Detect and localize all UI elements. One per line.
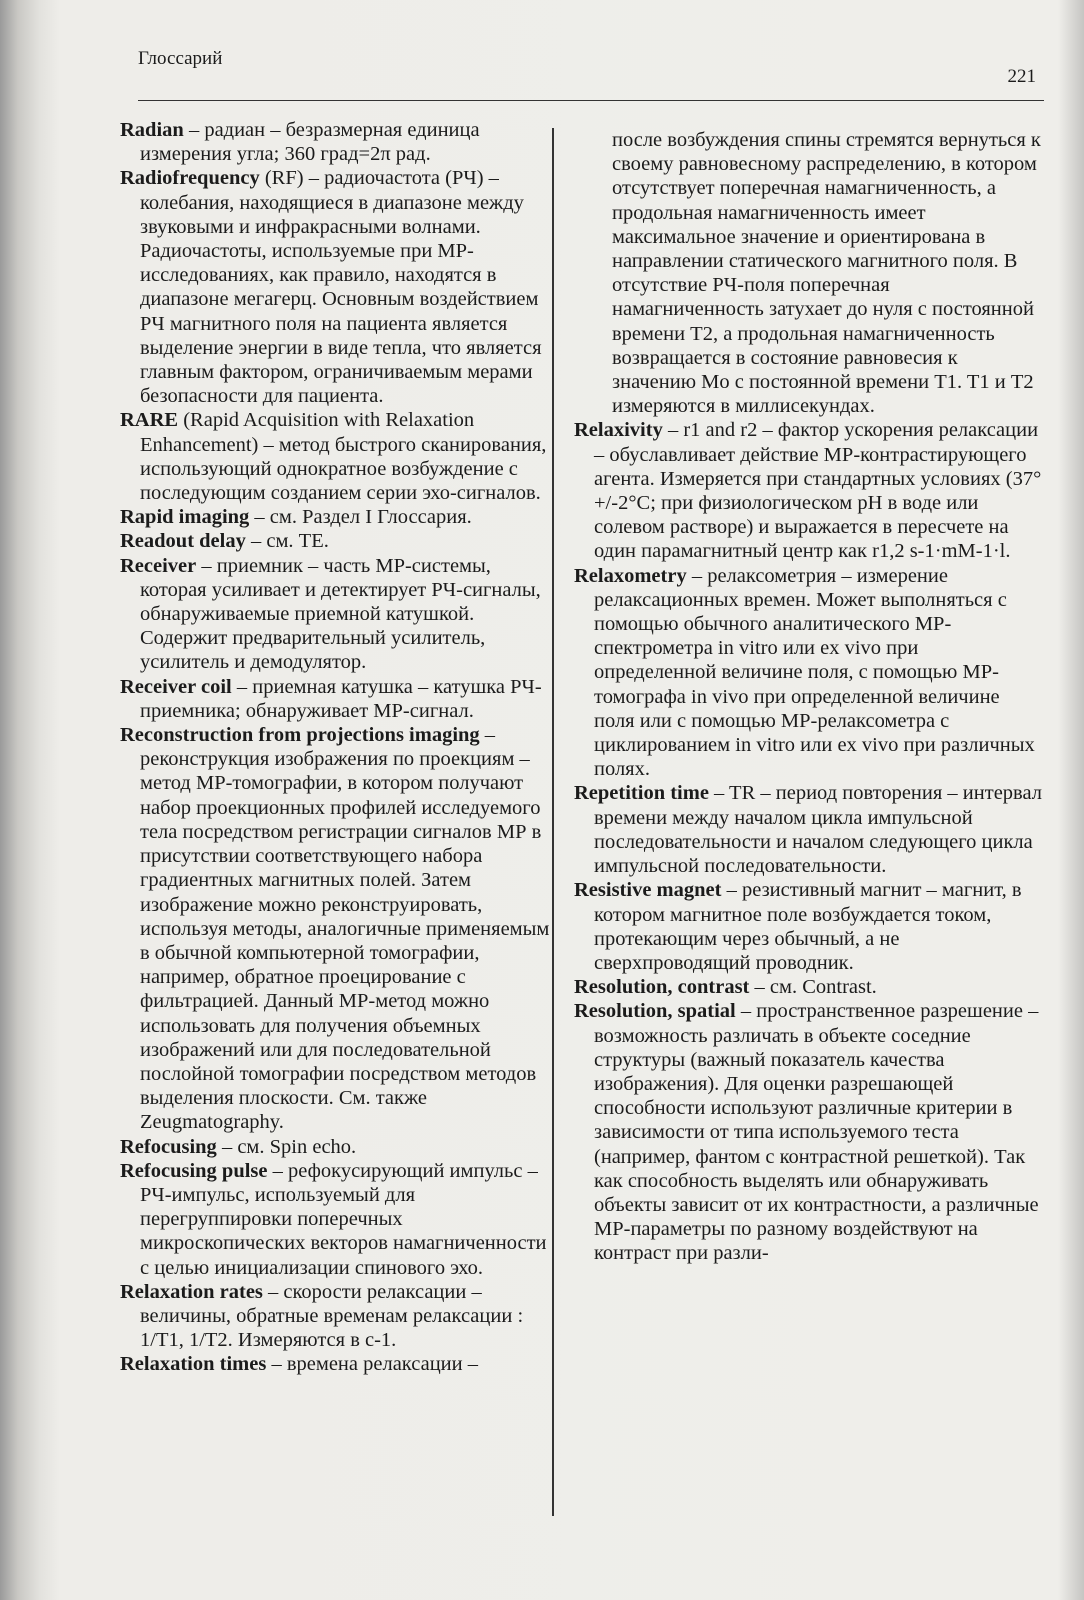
glossary-entry — [118, 408, 558, 505]
glossary-term: Reconstruction from projections imaging — [120, 724, 480, 747]
glossary-term: Relaxation times — [120, 1353, 267, 1376]
glossary-entry — [118, 1135, 558, 1159]
glossary-definition: – радиан – безразмерная единица измерения угла; 360 град=2π рад. — [140, 119, 480, 166]
glossary-entry — [118, 1352, 558, 1376]
glossary-definition: (Rapid Acquisition with Relaxation Enhancement) – метод быстрого сканирования, использующий однократное возбуждение с последующим созданием серии эхо-сигналов. — [140, 409, 547, 505]
page-number: 221 — [1007, 66, 1036, 87]
glossary-term: Resolution, spatial — [574, 1000, 736, 1023]
glossary-definition: – см. Раздел I Глоссария. — [249, 506, 472, 529]
glossary-definition: после возбуждения спины стремятся вернуться к своему равновесному распределению, в котором отсутствует поперечная намагниченность, а продольная намагниченность имеет максимальное значение и ориентирована в направлении статического магнитного поля. В отсутствие РЧ-поля поперечная намагниченность затухает до нуля с постоянной времени T2, а продольная намагниченность возвращается в состояние равновесия к значению Mo с постоянной времени T1. T1 и T2 измеряются в миллисекундах. — [612, 129, 1041, 418]
glossary-definition: – скорости релаксации – величины, обратные временам релаксации : 1/T1, 1/T2. Измеряются в c-1. — [140, 1280, 524, 1352]
glossary-term: Rapid imaging — [120, 506, 250, 529]
glossary-term: Relaxation rates — [120, 1280, 263, 1303]
glossary-term: Radian — [120, 119, 184, 141]
glossary-definition: – r1 and r2 – фактор ускорения релаксации – обуславливает действие МР-контрастирующего агента. Измеряется при стандартных условиях (37°+/-2°C; при физиологическом pH в воде или солевом растворе) и выражается в пересчете на один парамагнитный центр как r1,2 s-1·mM-1·l. — [594, 419, 1042, 563]
glossary-term: Repetition time — [574, 782, 709, 805]
glossary-entry — [118, 554, 558, 675]
glossary-entry — [118, 166, 558, 408]
glossary-entry — [118, 118, 558, 166]
glossary-term: Radiofrequency — [120, 167, 260, 190]
page-header — [138, 44, 1044, 101]
glossary-definition: – резистивный магнит – магнит, в котором магнитное поле возбуждается током, протекающим через обычный, а не сверхпроводящий проводник. — [594, 879, 1022, 974]
glossary-entry — [118, 529, 558, 553]
glossary-definition: – пространственное разрешение – возможность различать в объекте соседние структуры (важный показатель качества изображения). Для оценки разрешающей способности используют различные критерии в зависимости от типа используемого теста (например, фантом с контрастной решеткой). Так как способность выделять или обнаруживать объекты зависит от их контрастности, а различные МР-параметры по разному воздействуют на контраст при разли- — [594, 1000, 1039, 1265]
glossary-entry — [572, 878, 1042, 975]
glossary-entry — [118, 505, 558, 529]
glossary-term: Readout delay — [120, 530, 246, 553]
glossary-definition: (RF) – радиочастота (РЧ) – колебания, находящиеся в диапазоне между звуковыми и инфракрасными волнами. Радиочастоты, используемые при МР-исследованиях, как правило, находятся в диапазоне мегагерц. Основным воздействием РЧ магнитного поля на пациента является выделение энергии в виде тепла, что является главным фактором, ограничиваемым мерами безопасности для пациента. — [140, 167, 542, 408]
glossary-term: Relaxivity — [574, 419, 663, 442]
glossary-definition: – рефокусирующий импульс – РЧ-импульс, используемый для перегруппировки поперечных микроскопических векторов намагниченности с целью инициализации спинового эхо. — [140, 1159, 547, 1279]
glossary-entry — [572, 999, 1042, 1265]
glossary-definition: – времена релаксации – — [266, 1353, 478, 1376]
glossary-entry — [118, 723, 558, 1134]
glossary-definition: – см. TE. — [245, 530, 329, 553]
glossary-term: Refocusing — [120, 1135, 217, 1158]
glossary-term: Resistive magnet — [574, 879, 722, 902]
glossary-term: RARE — [120, 409, 179, 432]
glossary-entry — [572, 418, 1042, 563]
glossary-definition: – см. Spin echo. — [216, 1135, 357, 1158]
glossary-entry — [118, 675, 558, 723]
right-column — [572, 128, 1042, 1266]
glossary-entry — [572, 781, 1042, 878]
glossary-definition: – релаксометрия – измерение релаксационных времен. Может выполняться с помощью обычного аналитического МР-спектрометра in vitro или ex vivo при определенной величине поля, с помощью МР-томографа in vivo при определенной величине поля или с помощью МР-релаксометра с циклированием in vitro или ex vivo при различных полях. — [594, 564, 1035, 781]
glossary-definition: – TR – период повторения – интервал времени между началом цикла импульсной последовательности и началом следующего цикла импульсной последовательности. — [594, 782, 1042, 878]
glossary-entry — [118, 1280, 558, 1353]
running-title: Глоссарий — [138, 48, 223, 69]
glossary-term: Refocusing pulse — [120, 1159, 268, 1182]
glossary-term: Receiver — [120, 554, 197, 577]
glossary-definition: – см. Contrast. — [749, 976, 877, 999]
glossary-entry — [572, 128, 1042, 418]
glossary-definition: – приемная катушка – катушка РЧ-приемника; обнаруживает МР-сигнал. — [140, 675, 542, 722]
glossary-term: Relaxometry — [574, 564, 687, 587]
glossary-term: Receiver coil — [120, 675, 232, 698]
glossary-definition: – реконструкция изображения по проекциям – метод МР-томографии, в котором получают набор проекционных профилей исследуемого тела посредством регистрации сигналов МР в присутствии соответствующего набора градиентных магнитных полей. Затем изображение можно реконструировать, используя методы, аналогичные применяемым в обычной компьютерной томографии, например, обратное проецирование с фильтрацией. Данный МР-метод можно использовать для получения объемных изображений или для последовательной послойной томографии посредством методов выделения плоскости. См. также Zeugmatography. — [140, 724, 550, 1134]
adjacent-page-edge — [1058, 0, 1084, 1600]
glossary-definition: – приемник – часть МР-системы, которая усиливает и детектирует РЧ-сигналы, обнаруживаемые приемной катушкой. Содержит предварительный усилитель, усилитель и демодулятор. — [140, 554, 541, 674]
glossary-entry — [118, 1159, 558, 1280]
glossary-term: Resolution, contrast — [574, 976, 750, 999]
glossary-entry — [572, 564, 1042, 782]
glossary-entry — [572, 975, 1042, 999]
left-column — [118, 118, 558, 1377]
